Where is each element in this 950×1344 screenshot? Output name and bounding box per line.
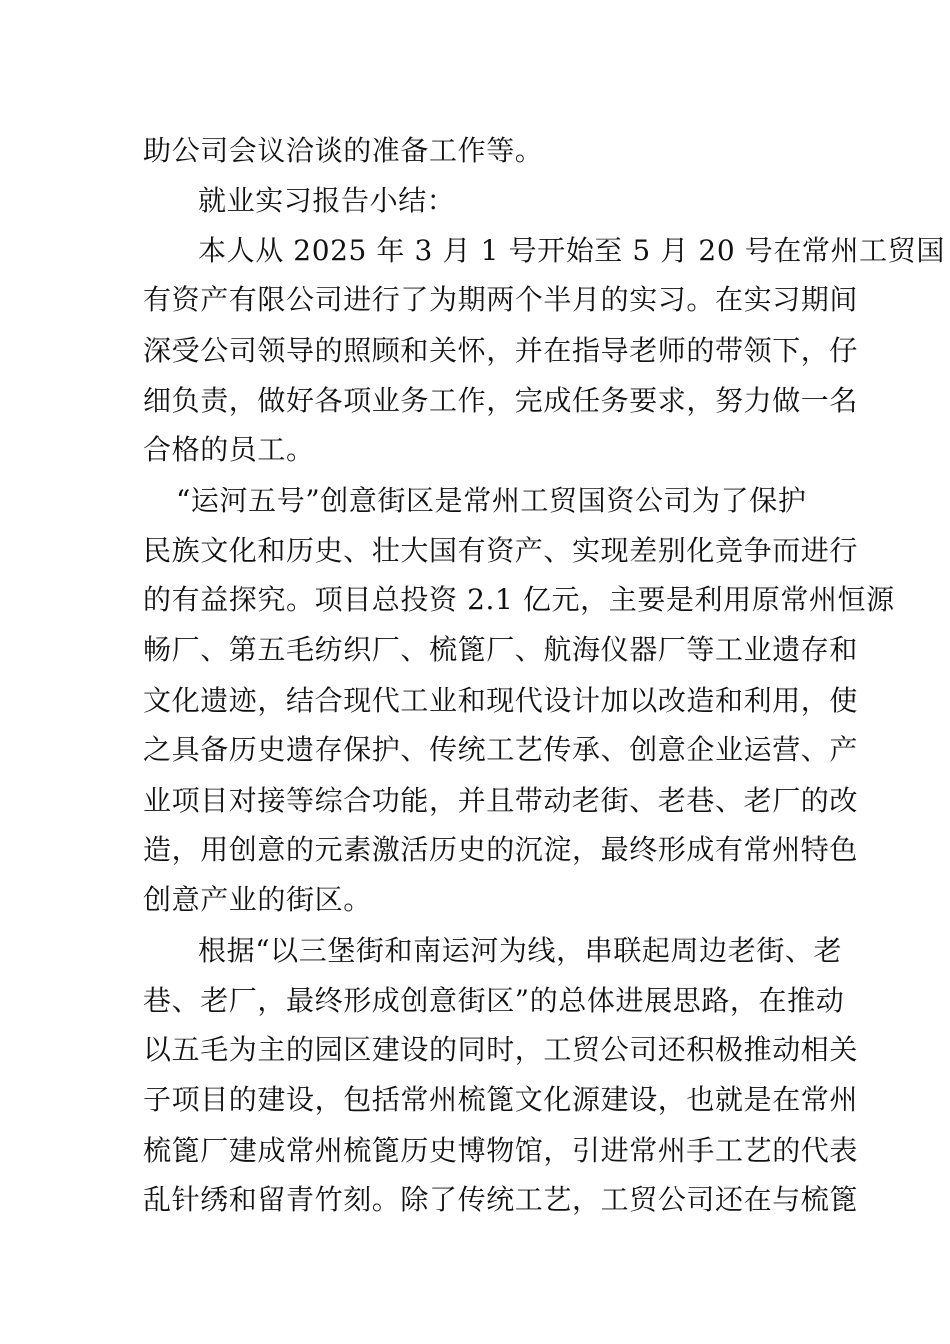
text-line: “运河五号”创意街区是常州工贸国资公司为了保护 — [176, 484, 807, 517]
text-line: 合格的员工。 — [143, 433, 315, 466]
text-line: 创意产业的街区。 — [143, 883, 372, 916]
text-line: 有资产有限公司进行了为期两个半月的实习。在实习期间 — [143, 283, 859, 316]
text-line: 细负责，做好各项业务工作，完成任务要求，努力做一名 — [143, 384, 859, 417]
text-line: 根据“以三堡街和南运河为线，串联起周边老街、老 — [198, 934, 843, 967]
text-line: 民族文化和历史、壮大国有资产、实现差别化竞争而进行 — [143, 534, 859, 567]
text-line: 深受公司领导的照顾和关怀，并在指导老师的带领下，仔 — [143, 334, 859, 367]
section-heading: 就业实习报告小结： — [198, 184, 456, 217]
text-line: 本人从 2025 年 3 月 1 号开始至 5 月 20 号在常州工贸国 — [198, 234, 945, 267]
text-line: 梳篦厂建成常州梳篦历史博物馆，引进常州手工艺的代表 — [143, 1134, 859, 1167]
text-line: 畅厂、第五毛纺织厂、梳篦厂、航海仪器厂等工业遗存和 — [143, 633, 859, 666]
text-line: 巷、老厂，最终形成创意街区”的总体进展思路，在推动 — [143, 984, 845, 1017]
text-line: 文化遗迹，结合现代工业和现代设计加以改造和利用，使 — [143, 684, 859, 717]
text-line: 助公司会议洽谈的准备工作等。 — [143, 134, 544, 167]
text-line: 的有益探究。项目总投资 2.1 亿元，主要是利用原常州恒源 — [143, 583, 895, 616]
text-line: 以五毛为主的园区建设的同时，工贸公司还积极推动相关 — [143, 1033, 859, 1066]
text-line: 子项目的建设，包括常州梳篦文化源建设，也就是在常州 — [143, 1083, 859, 1116]
text-line: 业项目对接等综合功能，并且带动老街、老巷、老厂的改 — [143, 784, 859, 817]
text-line: 造，用创意的元素激活历史的沉淀，最终形成有常州特色 — [143, 833, 859, 866]
text-line: 乱针绣和留青竹刻。除了传统工艺，工贸公司还在与梳篦 — [143, 1183, 859, 1216]
text-line: 之具备历史遗存保护、传统工艺传承、创意企业运营、产 — [143, 733, 859, 766]
